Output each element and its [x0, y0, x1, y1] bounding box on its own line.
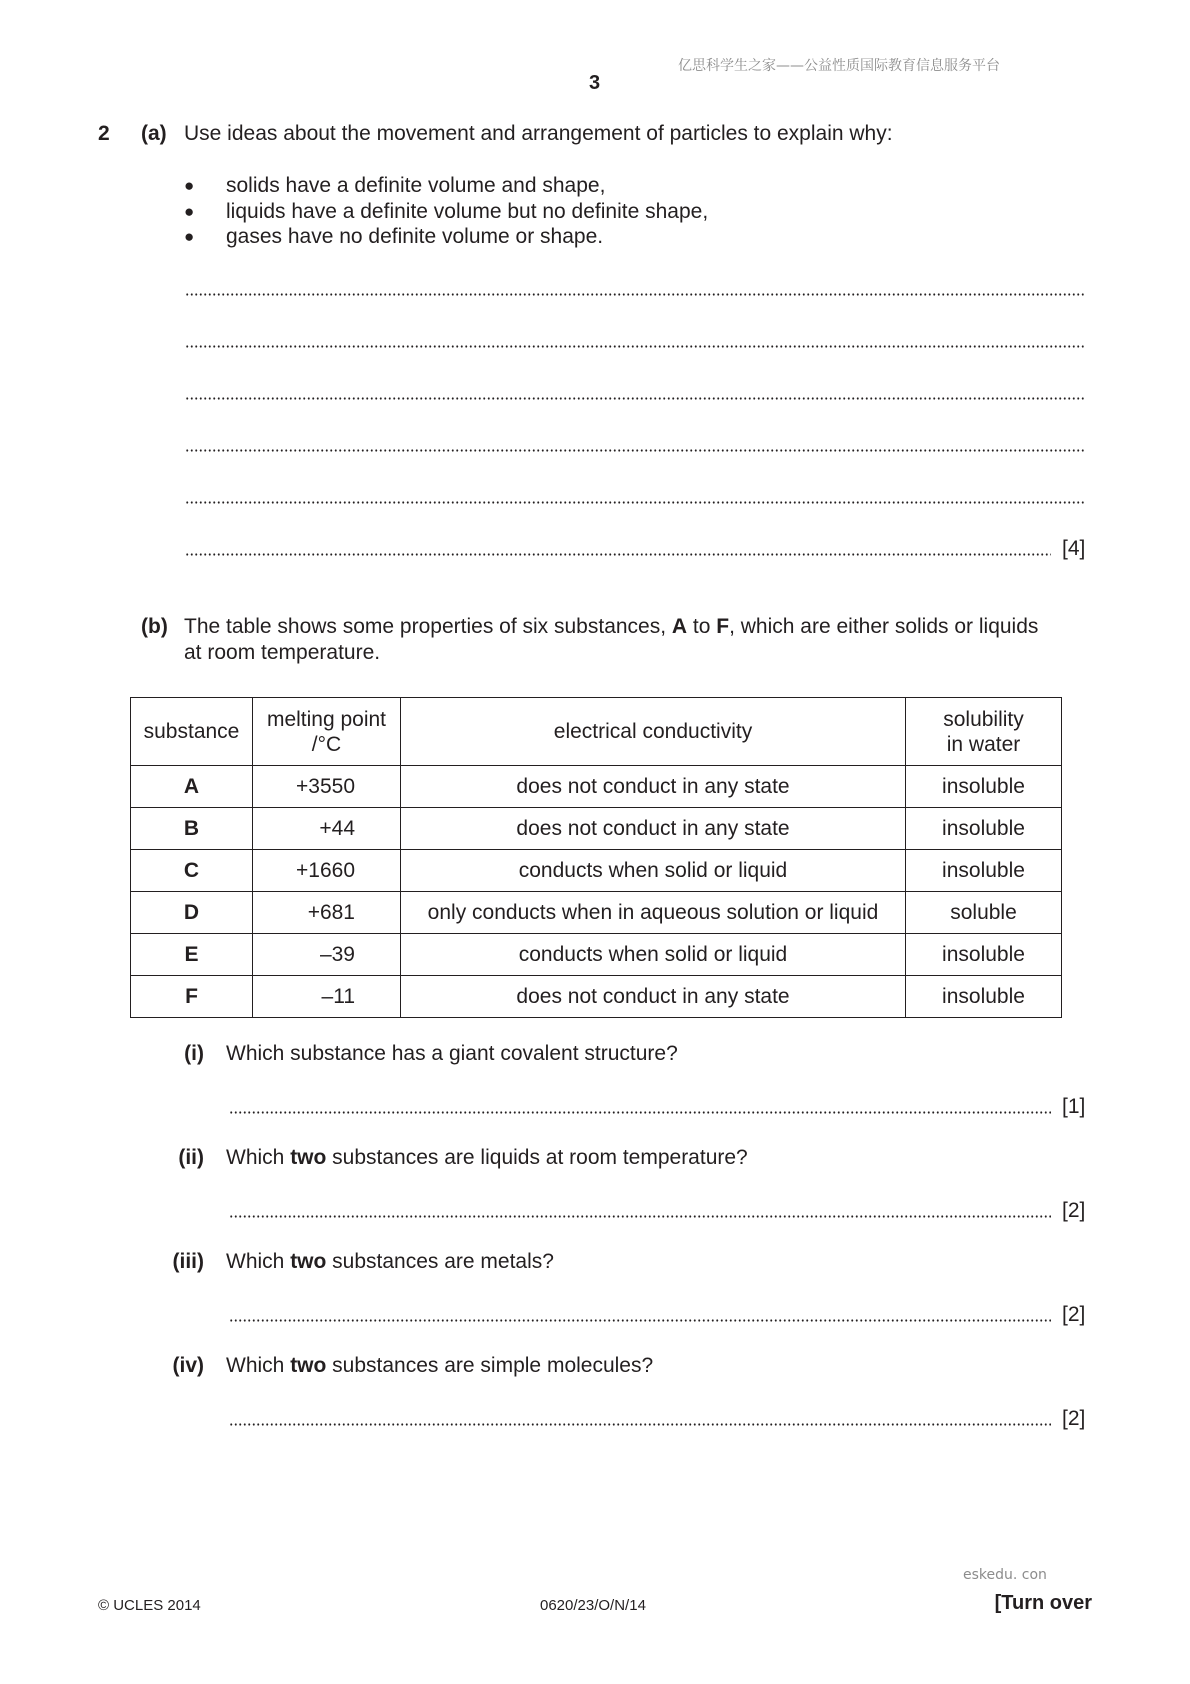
- subpart-iii-question: Which two substances are metals?: [226, 1250, 554, 1273]
- marks-subpart-ii: [2]: [1062, 1199, 1086, 1222]
- cell-conductivity: only conducts when in aqueous solution or liquid: [401, 892, 906, 934]
- subpart-ii-label: (ii): [178, 1146, 204, 1169]
- cell-conductivity: does not conduct in any state: [401, 976, 906, 1018]
- table-row: [131, 808, 1062, 850]
- bullet-text-solids: solids have a definite volume and shape,: [226, 174, 606, 197]
- table-row: [131, 850, 1062, 892]
- table-row: [131, 766, 1062, 808]
- cell-conductivity: does not conduct in any state: [401, 766, 906, 808]
- watermark-footer: eskedu. con: [963, 1567, 1047, 1583]
- page-number: 3: [589, 72, 601, 94]
- bullet-icon: ●: [184, 176, 195, 195]
- question-number: 2: [98, 122, 110, 145]
- answer-line[interactable]: [229, 1423, 1051, 1426]
- cell-melting-point: +1660: [253, 850, 401, 892]
- properties-table: [130, 697, 1062, 1018]
- subpart-iv-question: Which two substances are simple molecules?: [226, 1354, 654, 1377]
- answer-line[interactable]: [185, 397, 1086, 400]
- header-solubility: solubility in water: [906, 698, 1062, 766]
- part-a-prompt: Use ideas about the movement and arrangement of particles to explain why:: [184, 122, 893, 145]
- cell-conductivity: does not conduct in any state: [401, 808, 906, 850]
- table-row: [131, 934, 1062, 976]
- header-electrical-conductivity: electrical conductivity: [401, 698, 906, 766]
- bullet-text-liquids: liquids have a definite volume but no definite shape,: [226, 200, 709, 223]
- cell-solubility: soluble: [906, 892, 1062, 934]
- subpart-iv-label: (iv): [172, 1354, 204, 1377]
- header-substance: substance: [131, 698, 253, 766]
- bullet-icon: ●: [184, 202, 195, 221]
- paper-code: 0620/23/O/N/14: [540, 1597, 646, 1614]
- cell-conductivity: conducts when solid or liquid: [401, 934, 906, 976]
- cell-substance: E: [131, 934, 253, 976]
- answer-line[interactable]: [185, 345, 1086, 348]
- cell-substance: B: [131, 808, 253, 850]
- bullet-text-gases: gases have no definite volume or shape.: [226, 225, 604, 248]
- subpart-i-question: Which substance has a giant covalent structure?: [226, 1042, 678, 1065]
- cell-conductivity: conducts when solid or liquid: [401, 850, 906, 892]
- part-b-label: (b): [141, 615, 168, 638]
- part-a-label: (a): [141, 122, 167, 145]
- cell-solubility: insoluble: [906, 850, 1062, 892]
- answer-line[interactable]: [185, 449, 1086, 452]
- cell-substance: F: [131, 976, 253, 1018]
- cell-melting-point: +44: [253, 808, 401, 850]
- marks-part-a: [4]: [1062, 537, 1086, 560]
- answer-line[interactable]: [229, 1319, 1051, 1322]
- marks-subpart-iii: [2]: [1062, 1303, 1086, 1326]
- part-b-intro-line2: at room temperature.: [184, 641, 381, 664]
- subpart-iii-label: (iii): [172, 1250, 204, 1273]
- subpart-i-label: (i): [184, 1042, 204, 1065]
- cell-melting-point: +681: [253, 892, 401, 934]
- answer-line[interactable]: [229, 1215, 1051, 1218]
- turn-over: [Turn over: [994, 1592, 1092, 1614]
- header-melting-point: melting point /°C: [253, 698, 401, 766]
- marks-subpart-iv: [2]: [1062, 1407, 1086, 1430]
- marks-subpart-i: [1]: [1062, 1095, 1086, 1118]
- answer-line[interactable]: [185, 501, 1086, 504]
- cell-substance: D: [131, 892, 253, 934]
- cell-melting-point: –11: [253, 976, 401, 1018]
- cell-solubility: insoluble: [906, 976, 1062, 1018]
- cell-substance: C: [131, 850, 253, 892]
- answer-line[interactable]: [185, 553, 1051, 556]
- cell-melting-point: +3550: [253, 766, 401, 808]
- bullet-icon: ●: [184, 227, 195, 246]
- table-row: [131, 892, 1062, 934]
- cell-solubility: insoluble: [906, 766, 1062, 808]
- table-row: [131, 976, 1062, 1018]
- answer-line[interactable]: [185, 293, 1086, 296]
- answer-line[interactable]: [229, 1111, 1051, 1114]
- cell-solubility: insoluble: [906, 808, 1062, 850]
- subpart-ii-question: Which two substances are liquids at room temperature?: [226, 1146, 748, 1169]
- table-header-row: [131, 698, 1062, 766]
- cell-solubility: insoluble: [906, 934, 1062, 976]
- cell-melting-point: –39: [253, 934, 401, 976]
- watermark-header: 亿思科学生之家——公益性质国际教育信息服务平台: [678, 58, 1000, 74]
- part-b-intro-line1: The table shows some properties of six substances, A to F, which are either solids or liquids: [184, 615, 1039, 638]
- cell-substance: A: [131, 766, 253, 808]
- copyright: © UCLES 2014: [98, 1597, 201, 1614]
